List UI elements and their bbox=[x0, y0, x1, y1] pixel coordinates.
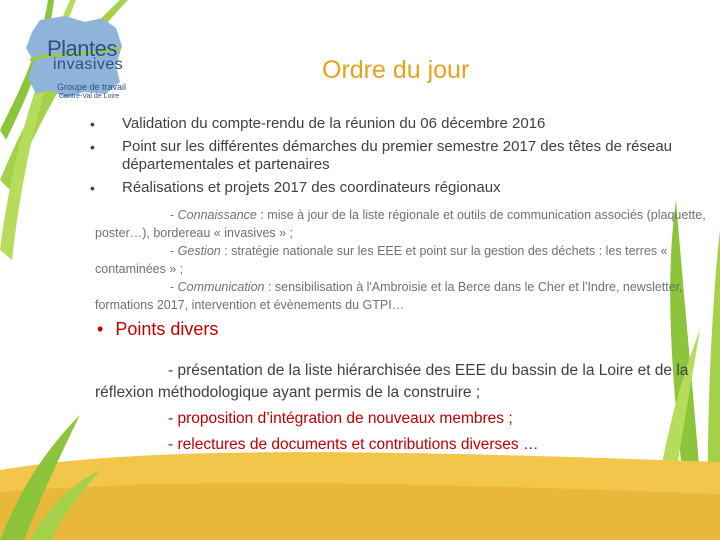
sub-item-gestion: - Gestion : stratégie nationale sur les EEE et point sur la gestion des déchets : les terres « contaminées » ; bbox=[95, 244, 668, 276]
points-divers-label: Points divers bbox=[115, 319, 219, 339]
sand-shape bbox=[0, 483, 720, 540]
list-item: • Validation du compte-rendu de la réunion du 06 décembre 2016 bbox=[95, 115, 705, 133]
points-divers-item: - relectures de documents et contributions diverses … bbox=[168, 436, 539, 453]
sub-item-label: Gestion bbox=[177, 244, 221, 258]
sub-item-label: Connaissance bbox=[177, 208, 257, 222]
logo-tagline: Groupe de travail bbox=[57, 82, 127, 92]
bullet-icon: • bbox=[97, 319, 104, 339]
points-divers-item: - proposition d’intégration de nouveaux membres ; bbox=[168, 410, 513, 427]
sub-item-label: Communication bbox=[177, 280, 265, 294]
sub-item-communication: - Communication : sensibilisation à l'Ambroisie et la Berce dans le Cher et l'Indre, newsletter, formations 2017, intervention et évènements du GTPI… bbox=[95, 280, 683, 312]
logo-title: Plantes bbox=[47, 36, 117, 61]
list-item: • Réalisations et projets 2017 des coordinateurs régionaux bbox=[95, 179, 705, 197]
sub-item-connaissance: - Connaissance : mise à jour de la liste régionale et outils de communication associés (plaquette, poster…), bordereau « invasives » ; bbox=[95, 208, 706, 240]
points-divers-heading bbox=[97, 319, 218, 340]
agenda-list bbox=[95, 115, 705, 202]
logo-region: Centre-Val de Loire bbox=[59, 93, 120, 100]
logo-subtitle: invasives bbox=[53, 56, 124, 73]
points-divers-item: - présentation de la liste hiérarchisée des EEE du bassin de la Loire et de la réflexion méthodologique ayant permis de la construire ; bbox=[95, 362, 689, 401]
logo bbox=[10, 12, 130, 102]
page-title: Ordre du jour bbox=[322, 56, 470, 84]
list-item: • Point sur les différentes démarches du premier semestre 2017 des têtes de réseau départementales et partenaires bbox=[95, 138, 705, 174]
